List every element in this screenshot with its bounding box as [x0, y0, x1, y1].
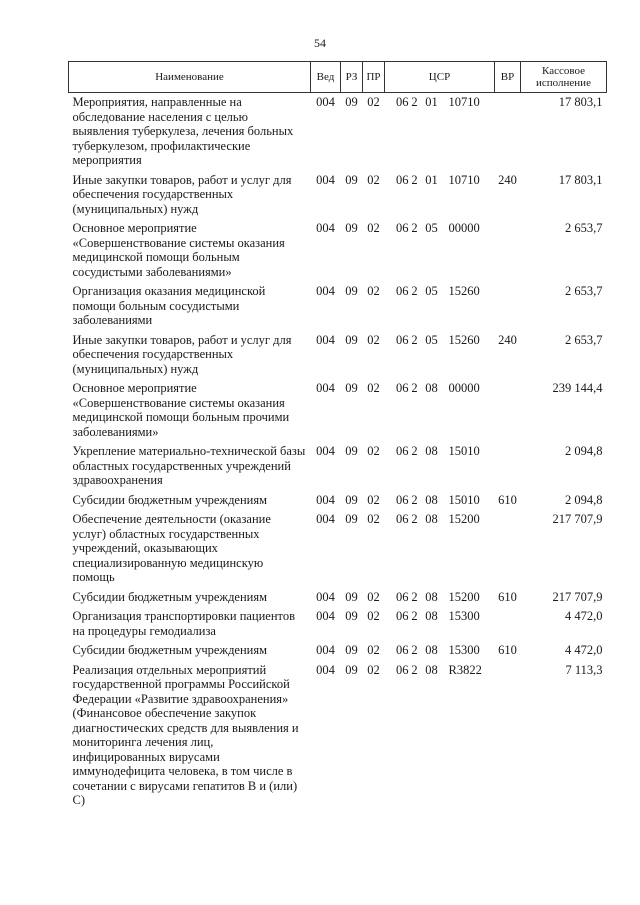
row-csr1: 06: [396, 221, 409, 235]
header-ved: Вед: [311, 62, 341, 93]
row-csr2: 2: [411, 332, 418, 347]
row-csr3: 05: [425, 332, 438, 347]
row-rz: 09: [345, 492, 358, 507]
table-header: [69, 62, 607, 93]
row-csr4: 15010: [448, 492, 480, 507]
page-number: 54: [314, 36, 326, 50]
row-vr: [495, 282, 521, 331]
row-vr: [495, 607, 521, 641]
row-ved: 004: [316, 332, 335, 347]
row-pr: 02: [367, 662, 380, 677]
row-csr1: 06: [396, 332, 409, 347]
row-csr2: 2: [411, 512, 418, 526]
row-pr: 02: [367, 609, 380, 623]
row-csr2: 2: [411, 381, 418, 395]
row-csr3: 08: [425, 512, 438, 526]
row-csr2: 2: [411, 95, 418, 109]
row-rz: 09: [345, 589, 358, 604]
row-csr: [385, 442, 495, 491]
row-ved: 004: [316, 381, 335, 395]
row-csr: [385, 282, 495, 331]
row-csr3: 05: [425, 221, 438, 235]
row-rz: 09: [345, 609, 358, 623]
row-csr2: 2: [411, 643, 418, 657]
row-csr: [385, 331, 495, 380]
row-amount: 4 472,0: [565, 609, 603, 623]
row-vr: [495, 442, 521, 491]
row-pr: 02: [367, 221, 380, 235]
row-vr: 610: [498, 492, 517, 507]
table-row: [69, 641, 607, 661]
row-pr: 02: [367, 589, 380, 604]
row-csr3: 08: [425, 609, 438, 623]
row-csr1: 06: [396, 284, 409, 298]
table-row: [69, 588, 607, 608]
row-ved: 004: [316, 284, 335, 298]
row-vr: [495, 93, 521, 171]
row-ved: 004: [316, 95, 335, 109]
row-rz: 09: [345, 221, 358, 235]
header-name: Наименование: [69, 62, 311, 93]
row-pr: 02: [367, 381, 380, 395]
row-csr2: 2: [411, 444, 418, 458]
row-csr4: 15200: [448, 512, 480, 526]
table-row: [69, 282, 607, 331]
row-csr4: 15200: [448, 589, 480, 604]
row-csr1: 06: [396, 492, 409, 507]
row-csr4: 15300: [448, 643, 480, 657]
row-csr: [385, 588, 495, 608]
row-name: Субсидии бюджетным учреждениям: [72, 492, 268, 507]
row-csr2: 2: [411, 172, 418, 187]
row-csr3: 08: [425, 643, 438, 657]
row-csr1: 06: [396, 444, 409, 458]
row-rz: 09: [345, 95, 358, 109]
row-csr: [385, 661, 495, 811]
row-csr4: R3822: [448, 662, 482, 677]
row-csr: [385, 510, 495, 588]
row-name: Обеспечение деятельности (оказание услуг) областных государственных учреждений, оказывающих специализированную медицинскую помощь: [72, 512, 271, 584]
row-name: Укрепление материально-технической базы областных государственных учреждений здравоохранения: [72, 444, 306, 487]
row-vr: [495, 379, 521, 442]
table-row: [69, 510, 607, 588]
row-name: Организация транспортировки пациентов на процедуры гемодиализа: [72, 609, 295, 638]
table-row: [69, 379, 607, 442]
row-csr3: 08: [425, 492, 438, 507]
row-rz: 09: [345, 444, 358, 458]
row-vr: 240: [498, 332, 517, 347]
row-ved: 004: [316, 512, 335, 526]
row-csr: [385, 219, 495, 282]
row-csr3: 08: [425, 662, 438, 677]
header-vr: ВР: [495, 62, 521, 93]
table-row: [69, 171, 607, 220]
row-pr: 02: [367, 643, 380, 657]
row-name: Реализация отдельных мероприятий государственной программы Российской Федерации «Развитие здравоохранения» (Финансовое обеспечение закупок диагностических средств для выявления и мониторинга лечения лиц, инфицированных вирусами иммунодефицита человека, в том числе в сочетании с вирусами гепатитов В и (или) С): [72, 662, 299, 807]
row-pr: 02: [367, 444, 380, 458]
row-ved: 004: [316, 221, 335, 235]
row-name: Иные закупки товаров, работ и услуг для обеспечения государственных (муниципальных) нужд: [72, 332, 292, 376]
row-csr1: 06: [396, 589, 409, 604]
row-rz: 09: [345, 332, 358, 347]
row-amount: 17 803,1: [558, 95, 603, 109]
row-csr1: 06: [396, 643, 409, 657]
row-csr: [385, 379, 495, 442]
table-body: [69, 93, 607, 811]
row-amount: 4 472,0: [565, 643, 603, 657]
row-csr2: 2: [411, 662, 418, 677]
row-name: Основное мероприятие «Совершенствование системы оказания медицинской помощи больным сосудистыми заболеваниями»: [72, 221, 285, 279]
row-csr2: 2: [411, 284, 418, 298]
row-csr1: 06: [396, 172, 409, 187]
row-csr4: 15010: [448, 444, 480, 458]
row-amount: 2 094,8: [565, 492, 603, 507]
row-ved: 004: [316, 589, 335, 604]
row-vr: 610: [498, 589, 517, 604]
row-csr2: 2: [411, 221, 418, 235]
row-vr: [495, 219, 521, 282]
row-pr: 02: [367, 492, 380, 507]
row-csr3: 01: [425, 172, 438, 187]
row-amount: 217 707,9: [552, 512, 603, 526]
row-csr1: 06: [396, 381, 409, 395]
row-pr: 02: [367, 172, 380, 187]
header-csr: ЦСР: [385, 62, 495, 93]
row-rz: 09: [345, 381, 358, 395]
row-name: Организация оказания медицинской помощи больным сосудистыми заболеваниями: [72, 284, 266, 327]
row-rz: 09: [345, 284, 358, 298]
row-rz: 09: [345, 172, 358, 187]
row-amount: 2 653,7: [565, 221, 603, 235]
row-pr: 02: [367, 332, 380, 347]
row-csr3: 08: [425, 589, 438, 604]
row-pr: 02: [367, 284, 380, 298]
table-row: [69, 491, 607, 511]
row-csr3: 01: [425, 95, 438, 109]
row-ved: 004: [316, 662, 335, 677]
row-csr: [385, 93, 495, 171]
row-amount: 2 653,7: [565, 332, 603, 347]
row-csr1: 06: [396, 512, 409, 526]
row-vr: [495, 510, 521, 588]
row-vr: 610: [498, 643, 517, 657]
row-csr4: 15260: [448, 332, 480, 347]
header-pr: ПР: [363, 62, 385, 93]
row-csr: [385, 491, 495, 511]
row-csr1: 06: [396, 609, 409, 623]
row-csr3: 05: [425, 284, 438, 298]
row-csr2: 2: [411, 492, 418, 507]
row-name: Субсидии бюджетным учреждениям: [72, 643, 268, 657]
row-ved: 004: [316, 444, 335, 458]
row-ved: 004: [316, 609, 335, 623]
budget-table: [68, 61, 607, 811]
table-row: [69, 93, 607, 171]
row-pr: 02: [367, 512, 380, 526]
row-csr1: 06: [396, 95, 409, 109]
row-ved: 004: [316, 643, 335, 657]
row-amount: 17 803,1: [558, 172, 603, 187]
row-vr: 240: [498, 172, 517, 187]
row-csr3: 08: [425, 381, 438, 395]
row-csr4: 00000: [448, 221, 480, 235]
row-csr: [385, 607, 495, 641]
row-amount: 217 707,9: [552, 589, 603, 604]
table-row: [69, 442, 607, 491]
table-row: [69, 661, 607, 811]
row-csr2: 2: [411, 609, 418, 623]
row-ved: 004: [316, 172, 335, 187]
row-csr3: 08: [425, 444, 438, 458]
row-rz: 09: [345, 662, 358, 677]
table-row: [69, 607, 607, 641]
row-rz: 09: [345, 512, 358, 526]
row-csr1: 06: [396, 662, 409, 677]
row-vr: [495, 661, 521, 811]
header-amount: Кассовое исполнение: [521, 62, 607, 93]
row-amount: 2 094,8: [565, 444, 603, 458]
header-rz: РЗ: [341, 62, 363, 93]
row-name: Мероприятия, направленные на обследование населения с целью выявления туберкулеза, лечения больных туберкулезом, профилактические мероприятия: [72, 95, 294, 167]
table-row: [69, 219, 607, 282]
row-rz: 09: [345, 643, 358, 657]
row-csr2: 2: [411, 589, 418, 604]
row-ved: 004: [316, 492, 335, 507]
row-csr4: 15300: [448, 609, 480, 623]
row-csr: [385, 641, 495, 661]
row-amount: 2 653,7: [565, 284, 603, 298]
row-csr4: 10710: [448, 172, 480, 187]
row-csr4: 10710: [448, 95, 480, 109]
table-row: [69, 331, 607, 380]
row-csr4: 00000: [448, 381, 480, 395]
row-name: Иные закупки товаров, работ и услуг для обеспечения государственных (муниципальных) нужд: [72, 172, 292, 216]
row-csr4: 15260: [448, 284, 480, 298]
row-pr: 02: [367, 95, 380, 109]
row-name: Основное мероприятие «Совершенствование системы оказания медицинской помощи больным прочими заболеваниями»: [72, 381, 290, 439]
row-name: Субсидии бюджетным учреждениям: [72, 589, 268, 604]
row-amount: 239 144,4: [552, 381, 603, 395]
row-amount: 7 113,3: [565, 662, 603, 677]
row-csr: [385, 171, 495, 220]
